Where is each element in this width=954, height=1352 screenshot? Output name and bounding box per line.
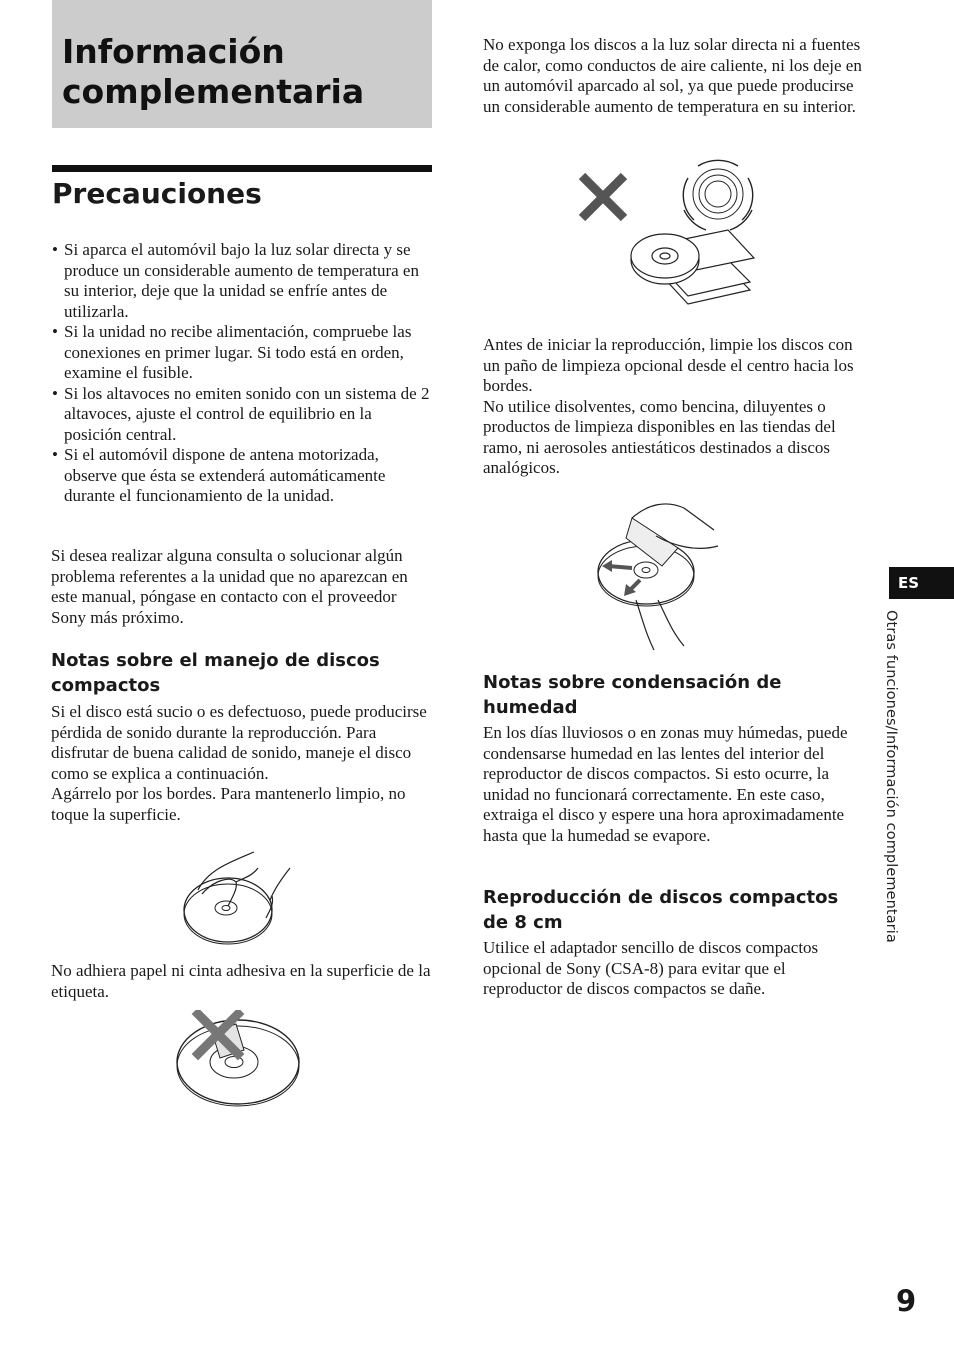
handling-text [51,702,433,825]
bullet-item: • Si aparca el automóvil bajo la luz solar directa y se produce un considerable aumento de temperatura en su interior, deje que la unidad se enfríe antes de utilizarla. [51,240,433,322]
cleaning-text [483,335,865,479]
cleaning-paragraph-2: No utilice disolventes, como bencina, diluyentes o productos de limpieza disponibles en las tiendas del ramo, ni aerosoles antiestáticos destinados a discos analógicos. [483,396,836,477]
bullet-item: • Si los altavoces no emiten sonido con un sistema de 2 altavoces, ajuste el control de equilibrio en la posición central. [51,384,433,446]
cleaning-paragraph-1: Antes de iniciar la reproducción, limpie los discos con un paño de limpieza opcional desde el centro hacia los bordes. [483,335,854,395]
sun-icon [683,160,752,230]
label-note: No adhiera papel ni cinta adhesiva en la superficie de la etiqueta. [51,961,431,1001]
language-tab: ES [889,567,954,599]
chapter-title: Información complementaria [62,32,365,111]
handling-paragraph-2: Agárrelo por los bordes. Para mantenerlo limpio, no toque la superficie. [51,784,406,824]
bullet-item: • Si el automóvil dispone de antena motorizada, observe que ésta se extenderá automáticamente durante el funcionamiento de la unidad. [51,445,433,507]
condensation-text: En los días lluviosos o en zonas muy húmedas, puede condensarse humedad en las lentes del interior del reproductor de discos compactos. Si esto ocurre, la unidad no funcionará correctamente. En este caso, extraiga el disco y espere una hora aproximadamente hasta que la humedad se evapore. [483,723,848,845]
section-rule [52,165,432,172]
page-number: 9 [896,1284,917,1318]
no-sunlight-illustration [570,158,765,310]
disc-holding-illustration [178,848,298,948]
consult-paragraph: Si desea realizar alguna consulta o solucionar algún problema referentes a la unidad que no aparezcan en este manual, póngase en contacto con el proveedor Sony más próximo. [51,546,408,627]
bullet-item: • Si la unidad no recibe alimentación, compruebe las conexiones en primer lugar. Si todo está en orden, examine el fusible. [51,322,433,384]
no-tape-illustration [172,1010,304,1110]
section-title: Precauciones [52,177,262,210]
cd8-text: Utilice el adaptador sencillo de discos compactos opcional de Sony (CSA-8) para evitar que el reproductor de discos compactos se dañe. [483,938,819,998]
condensation-heading: Notas sobre condensación de humedad [483,672,782,718]
prohibited-cross-icon [582,176,624,218]
chapter-title-box [52,0,432,128]
precautions-list [51,240,433,507]
cd8-heading: Reproducción de discos compactos de 8 cm [483,887,839,933]
chapter-side-label: Otras funciones/Información complementaria [883,610,899,943]
disc-cleaning-illustration [596,500,730,652]
sun-note: No exponga los discos a la luz solar directa ni a fuentes de calor, como conductos de aire caliente, ni los deje en un automóvil aparcado al sol, ya que puede producirse un considerable aumento de temperatura en su interior. [483,35,862,116]
handling-heading: Notas sobre el manejo de discos compactos [51,650,380,696]
handling-paragraph-1: Si el disco está sucio o es defectuoso, puede producirse pérdida de sonido durante la reproducción. Para disfrutar de buena calidad de sonido, maneje el disco como se explica a continuación. [51,702,427,783]
